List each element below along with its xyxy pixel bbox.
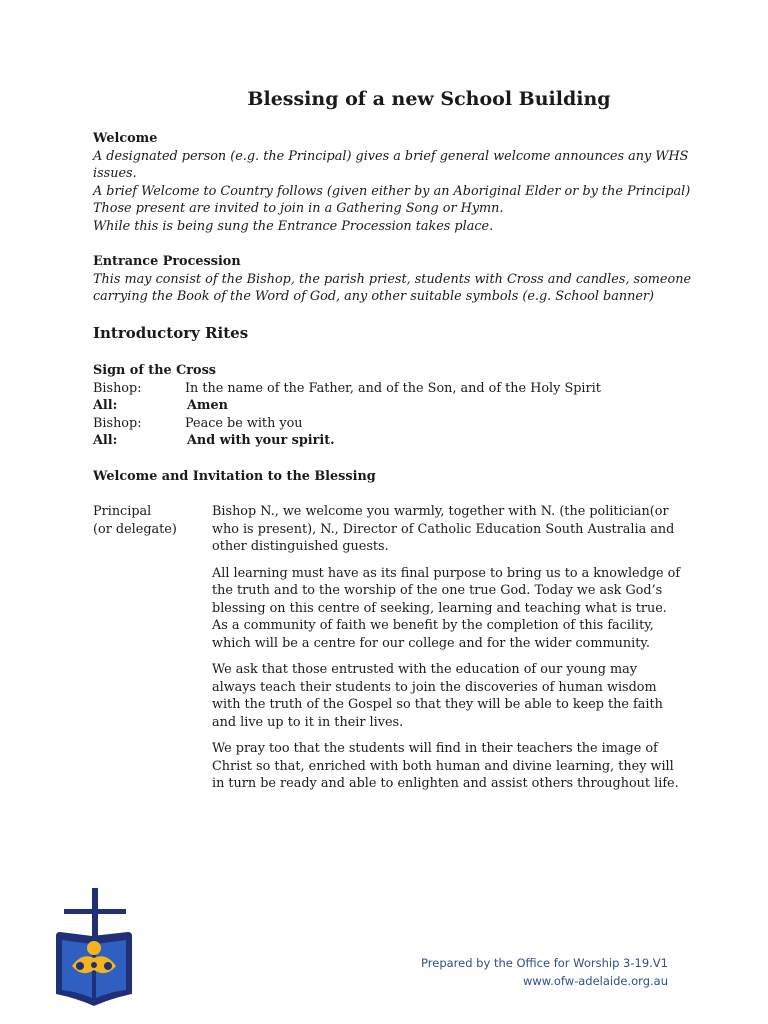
introductory-rites-heading: Introductory Rites	[93, 324, 249, 342]
welcome-line: A designated person (e.g. the Principal) gives a brief general welcome announces any WHS	[93, 148, 689, 164]
page-title: Blessing of a new School Building	[247, 88, 611, 110]
procession-line: This may consist of the Bishop, the parish priest, students with Cross and candles, someone	[93, 271, 692, 287]
dialogue-text: In the name of the Father, and of the Son, and of the Holy Spirit	[185, 380, 601, 396]
invitation-section	[93, 468, 693, 486]
dialogue-row	[93, 397, 693, 415]
invitation-paragraph: All learning must have as its final purpose to bring us to a knowledge of the truth and to the worship of the one true God. Today we ask God’s blessing on this centre of seeking, learning and teaching what is true. As a community of faith we benefit by the completion of this facility, which will be a centre for our college and for the wider community.	[212, 565, 681, 651]
footer	[421, 954, 668, 990]
sign-heading: Sign of the Cross	[93, 363, 216, 378]
speaker-role: Principal	[93, 504, 152, 519]
speaker-label	[93, 503, 212, 802]
office-for-worship-logo	[52, 886, 136, 1008]
welcome-heading: Welcome	[93, 131, 158, 146]
speaker-role-note: (or delegate)	[93, 521, 177, 537]
dialogue-speaker: All:	[93, 398, 118, 413]
welcome-line: While this is being sung the Entrance Procession takes place.	[93, 218, 494, 234]
invitation-heading: Welcome and Invitation to the Blessing	[93, 469, 376, 484]
sign-of-cross-section	[93, 362, 693, 450]
dialogue-text: And with your spirit.	[187, 433, 335, 448]
invitation-paragraph: We pray too that the students will find in their teachers the image of Christ so that, enriched with both human and divine learning, they will in turn be ready and able to enlighten and assist others throughout life.	[212, 741, 679, 791]
dialogue-row	[93, 432, 693, 450]
invitation-body	[93, 503, 693, 802]
dialogue-speaker: Bishop:	[93, 415, 142, 431]
book-emblem-icon	[56, 932, 132, 1006]
invitation-paragraphs	[212, 503, 682, 802]
dialogue-row	[93, 415, 693, 433]
dialogue-speaker: Bishop:	[93, 380, 142, 396]
welcome-section	[93, 130, 693, 235]
procession-section	[93, 253, 693, 306]
invitation-paragraph: Bishop N., we welcome you warmly, together with N. (the politician(or who is present), N., Director of Catholic Education South Australia and other distinguished guests.	[212, 504, 675, 554]
dialogue-row	[93, 380, 693, 398]
footer-prepared-by: Prepared by the Office for Worship 3-19.V1	[421, 956, 668, 970]
footer-website-link[interactable]: www.ofw-adelaide.org.au	[523, 974, 668, 988]
dialogue-text: Amen	[187, 398, 228, 413]
dialogue-speaker: All:	[93, 433, 118, 448]
dialogue-text: Peace be with you	[185, 415, 303, 431]
procession-line: carrying the Book of the Word of God, any other suitable symbols (e.g. School banner)	[93, 289, 655, 304]
invitation-paragraph: We ask that those entrusted with the education of our young may always teach their students to join the discoveries of human wisdom with the truth of the Gospel so that they will be able to keep the faith and live up to it in their lives.	[212, 662, 663, 730]
welcome-line: A brief Welcome to Country follows (given either by an Aboriginal Elder or by the Principal)	[93, 183, 691, 199]
welcome-line: Those present are invited to join in a Gathering Song or Hymn.	[93, 201, 504, 216]
procession-heading: Entrance Procession	[93, 254, 241, 269]
welcome-line: issues.	[93, 166, 137, 181]
